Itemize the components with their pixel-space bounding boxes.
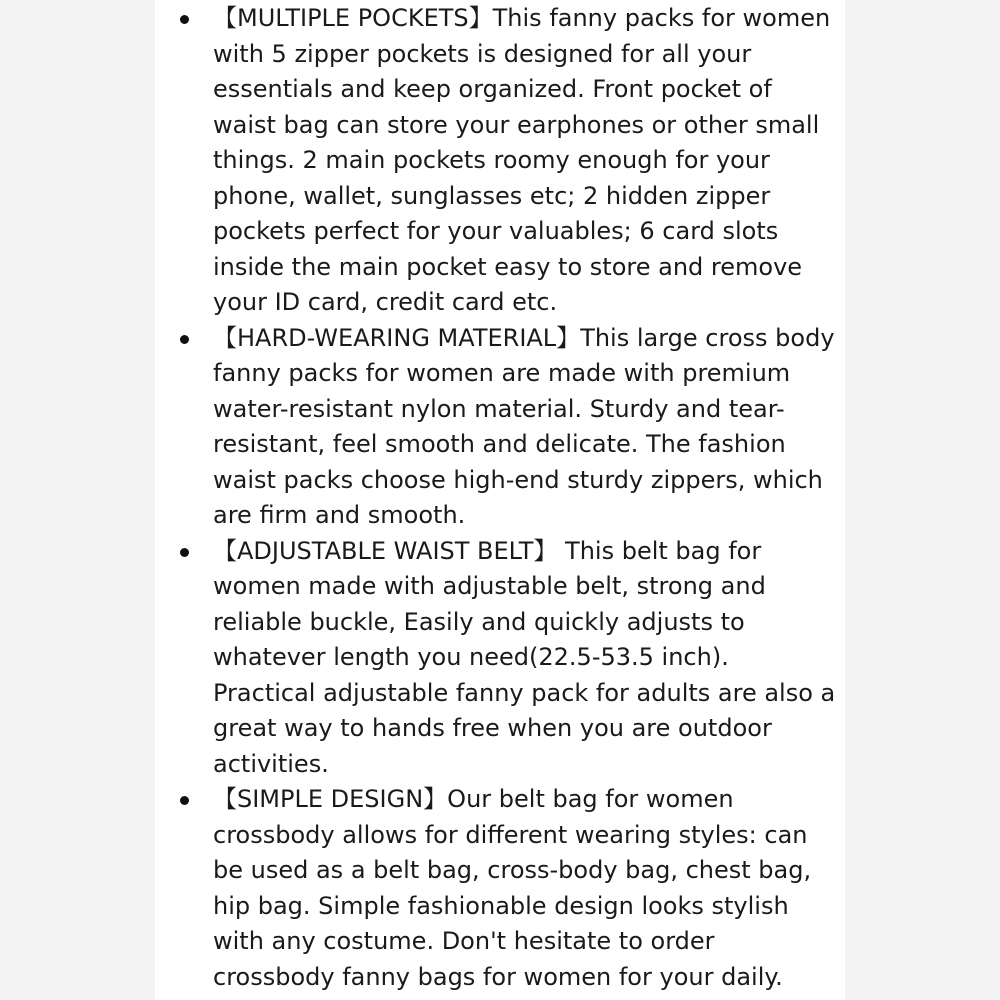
bullet-dot-icon [180, 15, 189, 24]
product-description-panel [155, 0, 845, 1000]
bullet-text: This fanny packs for women with 5 zipper pockets is designed for all your essentials and keep organized. Front pocket of waist bag can store your earphones or other small things. 2 main pockets roomy enough for your phone, wallet, sunglasses etc; 2 hidden zipper pockets perfect for your valuables; 6 card slots inside the main pocket easy to store and remove your ID card, credit card etc. [213, 4, 831, 316]
bullet-heading: 【ADJUSTABLE WAIST BELT】 [213, 536, 558, 565]
feature-bullet-simple-design [213, 782, 838, 995]
feature-bullet-multiple-pockets [213, 1, 838, 321]
bullet-heading: 【HARD-WEARING MATERIAL】 [213, 323, 581, 352]
bullet-heading: 【SIMPLE DESIGN】 [213, 785, 448, 813]
bullet-text: Our belt bag for women crossbody allows for different wearing styles: can be used as a belt bag, cross-body bag, chest bag, hip bag. Simple fashionable design looks stylish with any costume. Don't hesitate to order crossbody fanny bags for women for your daily. [213, 785, 812, 991]
bullet-dot-icon [180, 796, 189, 805]
bullet-dot-icon [180, 335, 189, 344]
bullet-dot-icon [180, 548, 189, 557]
feature-bullet-adjustable-waist-belt [213, 534, 843, 783]
feature-bullet-list [213, 1, 843, 995]
bullet-heading: 【MULTIPLE POCKETS】 [213, 4, 493, 32]
feature-bullet-hard-wearing-material [213, 321, 838, 534]
bullet-text: This belt bag for women made with adjustable belt, strong and reliable buckle, Easily and quickly adjusts to whatever length you need(22.5-53.5 inch). Practical adjustable fanny pack for adults are also a great way to hands free when you are outdoor activities. [213, 536, 843, 778]
bullet-text: This large cross body fanny packs for women are made with premium water-resistant nylon material. Sturdy and tear-resistant, feel smooth and delicate. The fashion waist packs choose high-end sturdy zippers, which are firm and smooth. [213, 323, 835, 529]
